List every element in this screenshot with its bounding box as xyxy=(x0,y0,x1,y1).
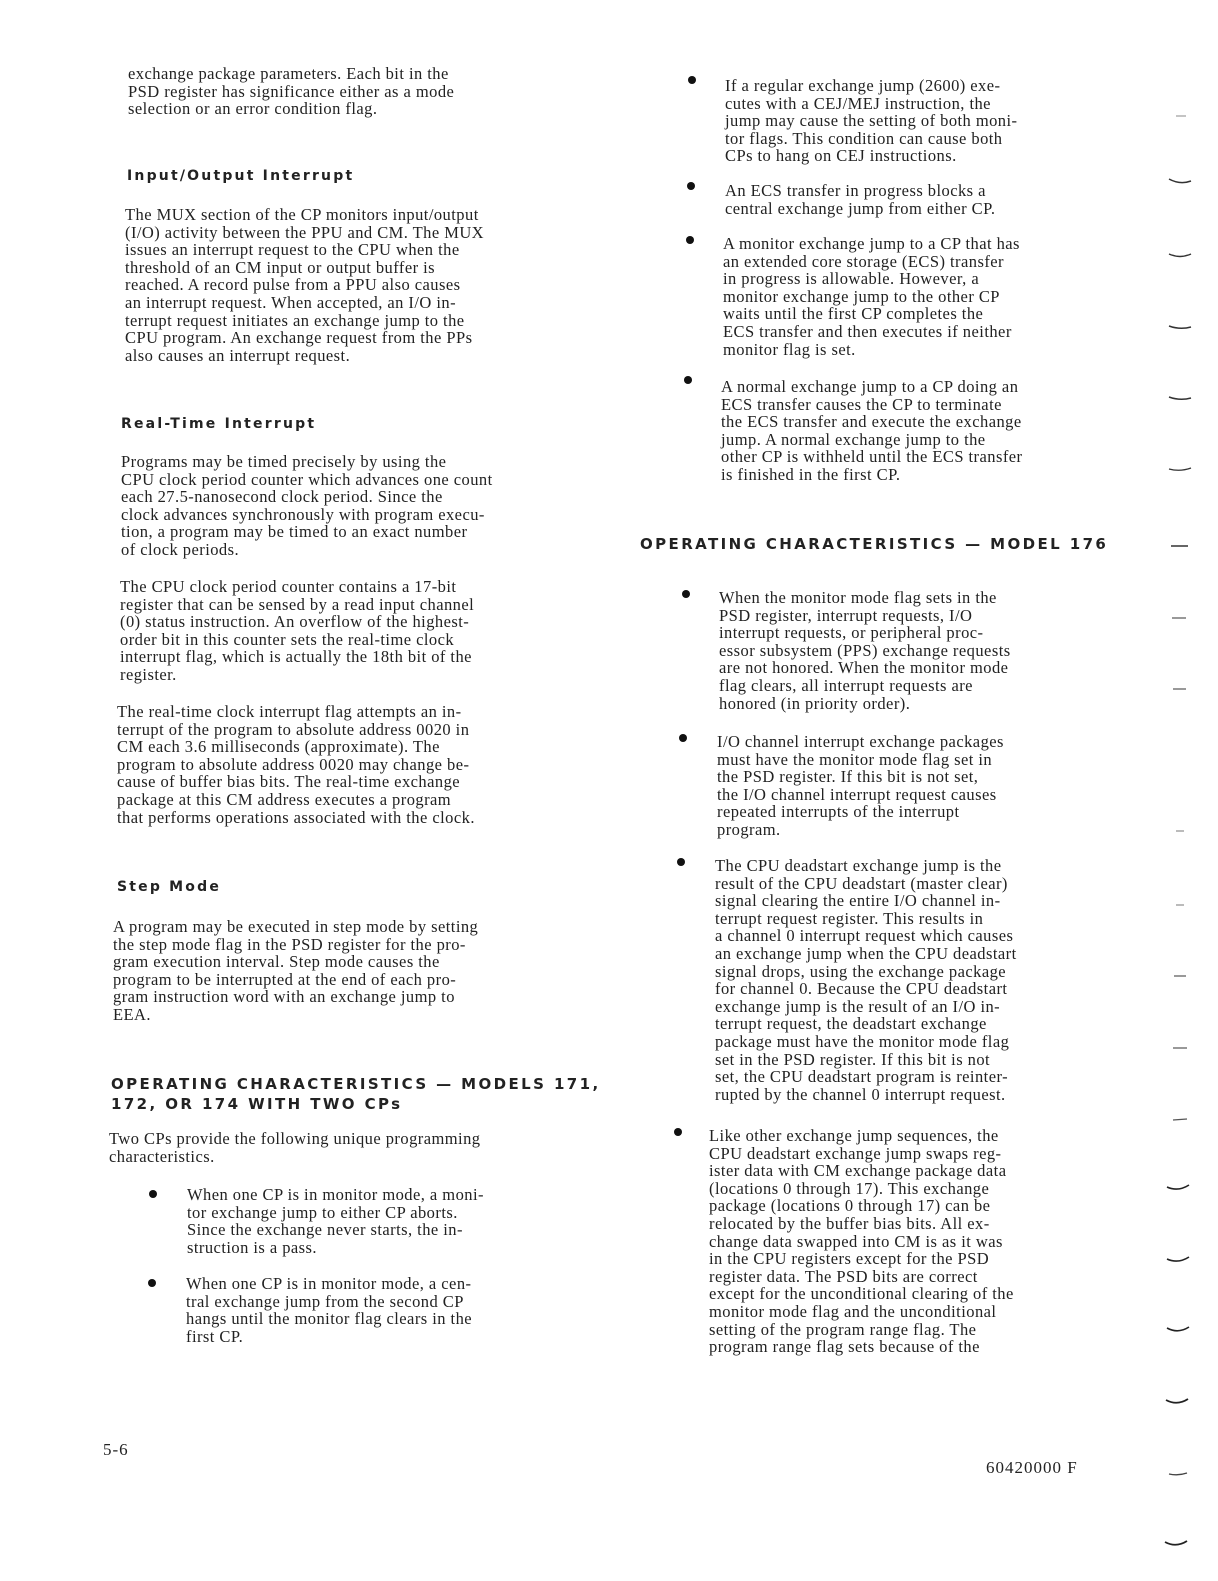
binding-mark-icon xyxy=(1170,112,1194,120)
bullet-dot xyxy=(677,858,685,866)
binding-mark-icon xyxy=(1168,1044,1192,1052)
bullet-dot xyxy=(684,376,692,384)
bullet-dot xyxy=(148,1279,156,1287)
two-cp-bullet-2: When one CP is in monitor mode, a cen- tral exchange jump from the second CP hangs until the monitor flag clears in the first CP. xyxy=(186,1274,473,1346)
model-176-bullet-2: I/O channel interrupt exchange packages must have the monitor mode flag set in the PSD register. If this bit is not set, the I/O channel interrupt request causes repeated interrupts of the interrupt program. xyxy=(717,732,1004,839)
two-cp-bullet-1: When one CP is in monitor mode, a moni- tor exchange jump to either CP aborts. Since the exchange never starts, the in- struction is a pass. xyxy=(187,1185,484,1257)
right-bullet-4: A normal exchange jump to a CP doing an ECS transfer causes the CP to terminate the ECS transfer and execute the exchange jump. A normal exchange jump to the other CP is withheld until the ECS transfer is finished in the first CP. xyxy=(721,377,1023,484)
binding-mark-icon xyxy=(1166,1470,1190,1478)
binding-mark-icon xyxy=(1168,542,1192,550)
intro-paragraph: exchange package parameters. Each bit in the PSD register has significance either as a mode selection or an error condition flag. xyxy=(128,64,455,119)
model-176-bullet-4: Like other exchange jump sequences, the CPU deadstart exchange jump swaps reg- ister data with CM exchange package data (locations 0 through 17). This exchange package (locations 0 through 17) can be relocated by the buffer bias bits. All ex- change data swapped into CM is as it was in the CPU registers except for the PSD register data. The PSD bits are correct except for the unconditional clearing of the monitor mode flag and the unconditional setting of the program range flag. The program range flag sets because of the xyxy=(709,1126,1014,1357)
real-time-para-3: The real-time clock interrupt flag attempts an in- terrupt of the program to absolute address 0020 in CM each 3.6 milliseconds (approximate). The program to absolute address 0020 may change be- cause of buffer bias bits. The real-time exchange package at this CM address executes a program that performs operations associated with the clock. xyxy=(117,702,475,827)
binding-mark-icon xyxy=(1168,685,1192,693)
binding-mark-icon xyxy=(1168,252,1192,260)
binding-mark-icon xyxy=(1165,1398,1189,1406)
bullet-dot xyxy=(688,76,696,84)
io-interrupt-heading: Input/Output Interrupt xyxy=(127,168,355,184)
model-176-bullet-1: When the monitor mode flag sets in the PSD register, interrupt requests, I/O interrupt requests, or peripheral proc- essor subsystem (PPS) exchange requests are not honored. When the monitor mode flag clears, all interrupt requests are honored (in priority order). xyxy=(719,588,1011,713)
binding-mark-icon xyxy=(1168,1116,1192,1124)
right-bullet-3: A monitor exchange jump to a CP that has an extended core storage (ECS) transfer in progress is allowable. However, a monitor exchange jump to the other CP waits until the first CP completes the ECS transfer and then executes if neither monitor flag is set. xyxy=(723,234,1020,359)
step-mode-heading: Step Mode xyxy=(117,879,222,895)
model-176-bullet-3: The CPU deadstart exchange jump is the result of the CPU deadstart (master clear) signal clearing the entire I/O channel in- terrupt request register. This results in a channel 0 interrupt request which causes an exchange jump when the CPU deadstart signal drops, using the exchange package for channel 0. Because the CPU deadstart exchange jump is the result of an I/O in- terrupt request, the deadstart exchange package must have the monitor mode flag set in the PSD register. If this bit is not set, the CPU deadstart program is reinter- rupted by the channel 0 interrupt request. xyxy=(715,856,1017,1104)
io-interrupt-body: The MUX section of the CP monitors input/output (I/O) activity between the PPU and CM. The MUX issues an interrupt request to the CPU when the threshold of an CM input or output buffer is reached. A record pulse from a PPU also causes an interrupt request. When accepted, an I/O in- terrupt request initiates an exchange jump to the CPU program. An exchange request from the PPs also causes an interrupt request. xyxy=(125,205,485,365)
binding-mark-icon xyxy=(1168,972,1192,980)
bullet-dot xyxy=(674,1128,682,1136)
binding-mark-icon xyxy=(1166,1326,1190,1334)
model-176-heading: OPERATING CHARACTERISTICS — MODEL 176 xyxy=(640,535,1109,553)
bullet-dot xyxy=(679,734,687,742)
binding-mark-icon xyxy=(1168,324,1192,332)
binding-mark-icon xyxy=(1166,1184,1190,1192)
binding-mark-icon xyxy=(1168,901,1192,909)
bullet-dot xyxy=(686,236,694,244)
binding-mark-icon xyxy=(1168,827,1192,835)
binding-mark-icon xyxy=(1168,614,1192,622)
models-171-172-174-heading: OPERATING CHARACTERISTICS — MODELS 171, 172, OR 174 WITH TWO CPs xyxy=(111,1075,601,1113)
binding-mark-icon xyxy=(1166,1256,1190,1264)
real-time-para-2: The CPU clock period counter contains a 17-bit register that can be sensed by a read input channel (0) status instruction. An overflow of the highest- order bit in this counter sets the real-time clock interrupt flag, which is actually the 18th bit of the register. xyxy=(120,577,475,684)
bullet-dot xyxy=(149,1190,157,1198)
step-mode-body: A program may be executed in step mode by setting the step mode flag in the PSD register for the pro- gram execution interval. Step mode causes the program to be interrupted at the end of each pro- gram instruction word with an exchange jump to EEA. xyxy=(113,917,479,1024)
real-time-para-1: Programs may be timed precisely by using the CPU clock period counter which advances one count each 27.5-nanosecond clock period. Since the clock advances synchronously with program execu- tion, a program may be timed to an exact number of clock periods. xyxy=(121,452,493,559)
real-time-interrupt-heading: Real-Time Interrupt xyxy=(121,416,317,432)
right-bullet-1: If a regular exchange jump (2600) exe- cutes with a CEJ/MEJ instruction, the jump may cause the setting of both moni- tor flags. This condition can cause both CPs to hang on CEJ instructions. xyxy=(725,76,1018,166)
document-number: 60420000 F xyxy=(986,1458,1078,1477)
bullet-dot xyxy=(682,590,690,598)
two-cps-intro: Two CPs provide the following unique programming characteristics. xyxy=(109,1129,481,1166)
binding-mark-icon xyxy=(1168,178,1192,186)
binding-mark-icon xyxy=(1164,1540,1188,1548)
page-number: 5-6 xyxy=(103,1440,129,1459)
binding-mark-icon xyxy=(1168,466,1192,474)
binding-mark-icon xyxy=(1168,395,1192,403)
right-bullet-2: An ECS transfer in progress blocks a central exchange jump from either CP. xyxy=(725,181,996,218)
bullet-dot xyxy=(687,182,695,190)
